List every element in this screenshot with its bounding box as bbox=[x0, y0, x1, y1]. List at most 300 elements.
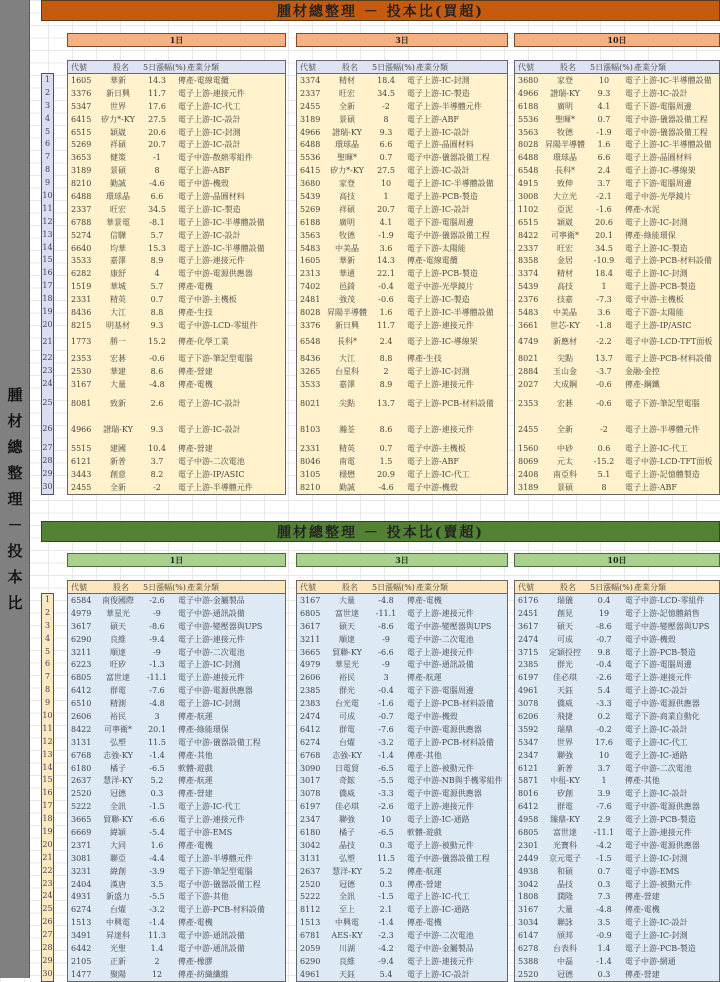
table-row[interactable] bbox=[297, 87, 507, 100]
row-number: 4 bbox=[44, 113, 51, 123]
table-row[interactable] bbox=[297, 942, 507, 955]
table-row[interactable] bbox=[297, 736, 507, 749]
table-row[interactable] bbox=[515, 787, 719, 800]
table-row[interactable] bbox=[68, 242, 285, 255]
table-row[interactable] bbox=[68, 216, 285, 229]
table-row[interactable] bbox=[68, 468, 285, 481]
column-header-code: 代號 bbox=[300, 582, 316, 592]
table-row[interactable] bbox=[515, 177, 719, 190]
industry: 傳產-航運 bbox=[407, 673, 442, 683]
table-row[interactable] bbox=[68, 100, 285, 113]
table-row[interactable] bbox=[68, 671, 285, 684]
table-row[interactable] bbox=[297, 916, 507, 929]
table-row[interactable] bbox=[297, 710, 507, 723]
table-row[interactable] bbox=[68, 903, 285, 916]
table-row[interactable] bbox=[515, 455, 719, 468]
table-row[interactable] bbox=[515, 293, 719, 306]
five-day-change: 9.3 bbox=[597, 88, 611, 98]
table-row[interactable] bbox=[68, 442, 285, 455]
five-day-change: 3.7 bbox=[597, 179, 611, 189]
table-row[interactable] bbox=[297, 190, 507, 203]
table-row[interactable] bbox=[515, 800, 719, 813]
five-day-change: -0.9 bbox=[596, 931, 612, 941]
table-row[interactable] bbox=[297, 319, 507, 332]
table-row[interactable] bbox=[515, 929, 719, 942]
stock-code: 6197 bbox=[518, 673, 539, 683]
stock-name: 全訊 bbox=[110, 802, 126, 812]
table-row[interactable] bbox=[297, 390, 507, 416]
stock-code: 6510 bbox=[71, 699, 92, 709]
industry: 電子上游-IC-半導體設備 bbox=[178, 243, 265, 253]
table-row[interactable] bbox=[515, 890, 719, 903]
sell-period-header-10日: 10日 bbox=[514, 553, 720, 567]
table-row[interactable] bbox=[297, 955, 507, 968]
table-row[interactable] bbox=[68, 968, 285, 981]
table-row[interactable] bbox=[297, 203, 507, 216]
five-day-change: -9.4 bbox=[149, 634, 165, 644]
table-row[interactable] bbox=[68, 293, 285, 306]
table-row[interactable] bbox=[68, 138, 285, 151]
table-row[interactable] bbox=[68, 697, 285, 710]
five-day-change: 3.9 bbox=[597, 789, 611, 799]
table-row[interactable] bbox=[297, 749, 507, 762]
stock-code: 6121 bbox=[518, 763, 539, 773]
table-row[interactable] bbox=[68, 151, 285, 164]
table-row[interactable] bbox=[515, 658, 719, 671]
table-row[interactable] bbox=[68, 352, 285, 365]
table-row[interactable] bbox=[515, 100, 719, 113]
table-row[interactable] bbox=[68, 280, 285, 293]
stock-name: 華新 bbox=[110, 75, 126, 85]
industry: 電子中游-主機板 bbox=[407, 444, 466, 454]
table-row[interactable] bbox=[515, 762, 719, 775]
stock-name: 新日興 bbox=[335, 320, 359, 330]
table-row[interactable] bbox=[297, 594, 507, 607]
industry: 電子上游-連接元件 bbox=[407, 956, 474, 966]
table-row[interactable] bbox=[297, 878, 507, 891]
five-day-change: -1.8 bbox=[596, 320, 612, 330]
five-day-change: 0.7 bbox=[379, 444, 393, 454]
industry: 電子上游-IC-製造 bbox=[625, 243, 688, 253]
industry: 電子中游-通訊設備 bbox=[178, 943, 245, 953]
stock-code: 6548 bbox=[518, 166, 539, 176]
table-row[interactable] bbox=[68, 267, 285, 280]
table-row[interactable] bbox=[297, 890, 507, 903]
stock-code: 1513 bbox=[300, 918, 321, 928]
table-row[interactable] bbox=[515, 151, 719, 164]
table-row[interactable] bbox=[68, 800, 285, 813]
table-row[interactable] bbox=[515, 968, 719, 981]
table-row[interactable] bbox=[515, 916, 719, 929]
table-row[interactable] bbox=[515, 955, 719, 968]
table-row[interactable] bbox=[297, 378, 507, 391]
stock-code: 5269 bbox=[300, 204, 321, 214]
five-day-change: 8 bbox=[154, 166, 160, 176]
table-row[interactable] bbox=[297, 306, 507, 319]
table-row[interactable] bbox=[68, 126, 285, 139]
five-day-change: 12 bbox=[151, 969, 163, 979]
stock-name: 世芯-KY bbox=[550, 320, 580, 330]
table-row[interactable] bbox=[297, 352, 507, 365]
table-row[interactable] bbox=[297, 293, 507, 306]
table-row[interactable] bbox=[297, 787, 507, 800]
five-day-change: -2.6 bbox=[596, 673, 612, 683]
table-row[interactable] bbox=[515, 306, 719, 319]
table-row[interactable] bbox=[68, 684, 285, 697]
table-row[interactable] bbox=[297, 800, 507, 813]
table-row[interactable] bbox=[297, 455, 507, 468]
industry: 電子中游-變壓器與UPS bbox=[625, 621, 710, 631]
table-row[interactable] bbox=[297, 216, 507, 229]
stock-code: 8028 bbox=[300, 307, 321, 317]
five-day-change: 20.7 bbox=[148, 140, 166, 150]
table-row[interactable] bbox=[68, 865, 285, 878]
five-day-change: 13.7 bbox=[595, 353, 613, 363]
table-row[interactable] bbox=[68, 113, 285, 126]
table-row[interactable] bbox=[515, 942, 719, 955]
table-row[interactable] bbox=[515, 319, 719, 332]
stock-code: 2455 bbox=[71, 482, 92, 492]
table-row[interactable] bbox=[68, 929, 285, 942]
table-row[interactable] bbox=[68, 955, 285, 968]
stock-name: 群電 bbox=[110, 686, 126, 696]
table-row[interactable] bbox=[68, 378, 285, 391]
table-row[interactable] bbox=[515, 813, 719, 826]
table-row[interactable] bbox=[515, 607, 719, 620]
stock-name: 祥碩 bbox=[110, 140, 126, 150]
table-row[interactable] bbox=[515, 468, 719, 481]
five-day-change: -1.4 bbox=[149, 918, 165, 928]
table-row[interactable] bbox=[515, 646, 719, 659]
table-row[interactable] bbox=[297, 723, 507, 736]
column-header-industry: 產業分類 bbox=[416, 62, 448, 72]
stock-name: 大立光 bbox=[553, 191, 577, 201]
five-day-change: 10 bbox=[598, 750, 610, 760]
table-row[interactable] bbox=[297, 365, 507, 378]
table-row[interactable] bbox=[297, 267, 507, 280]
industry: 電子上游-記憶體銷售 bbox=[625, 608, 700, 618]
table-row[interactable] bbox=[297, 903, 507, 916]
table-row[interactable] bbox=[68, 787, 285, 800]
table-row[interactable] bbox=[68, 594, 285, 607]
stock-code: 6768 bbox=[71, 750, 92, 760]
table-row[interactable] bbox=[515, 390, 719, 416]
table-row[interactable] bbox=[297, 254, 507, 267]
table-row[interactable] bbox=[68, 332, 285, 352]
table-row[interactable] bbox=[68, 74, 285, 87]
stock-name: 新應材 bbox=[553, 337, 577, 347]
stock-code: 3167 bbox=[518, 905, 539, 915]
row-number: 20 bbox=[42, 839, 53, 849]
table-row[interactable] bbox=[297, 442, 507, 455]
table-row[interactable] bbox=[68, 620, 285, 633]
stock-name: 矽力*-KY bbox=[330, 166, 364, 176]
stock-code: 2337 bbox=[300, 88, 321, 98]
table-row[interactable] bbox=[515, 442, 719, 455]
stock-name: 譜瑞-KY bbox=[550, 88, 580, 98]
table-row[interactable] bbox=[297, 658, 507, 671]
table-row[interactable] bbox=[515, 671, 719, 684]
table-row[interactable] bbox=[68, 916, 285, 929]
industry: 電子下游-商業自動化 bbox=[625, 711, 700, 721]
table-row[interactable] bbox=[515, 190, 719, 203]
stock-name: 華景電 bbox=[106, 217, 130, 227]
five-day-change: -3.9 bbox=[149, 866, 165, 876]
industry: 電子上游-ABF bbox=[625, 482, 677, 492]
table-row[interactable] bbox=[297, 481, 507, 494]
table-row[interactable] bbox=[515, 826, 719, 839]
industry: 電子下游-電腦周邊 bbox=[625, 101, 692, 111]
table-row[interactable] bbox=[68, 723, 285, 736]
five-day-change: 14.3 bbox=[148, 75, 166, 85]
stock-code: 2474 bbox=[518, 634, 539, 644]
table-row[interactable] bbox=[68, 481, 285, 494]
table-row[interactable] bbox=[68, 203, 285, 216]
five-day-change: 8.2 bbox=[150, 469, 164, 479]
table-row[interactable] bbox=[297, 280, 507, 293]
stock-name: 譜瑞-KY bbox=[103, 424, 133, 434]
table-row[interactable] bbox=[515, 74, 719, 87]
table-row[interactable] bbox=[297, 74, 507, 87]
five-day-change: 3.7 bbox=[150, 456, 164, 466]
table-row[interactable] bbox=[515, 378, 719, 391]
stock-code: 2331 bbox=[71, 295, 92, 305]
table-row[interactable] bbox=[68, 607, 285, 620]
row-number: 6 bbox=[44, 139, 51, 149]
table-row[interactable] bbox=[515, 865, 719, 878]
table-row[interactable] bbox=[515, 481, 719, 494]
table-row[interactable] bbox=[68, 177, 285, 190]
table-row[interactable] bbox=[68, 455, 285, 468]
table-row[interactable] bbox=[68, 87, 285, 100]
table-row[interactable] bbox=[297, 332, 507, 352]
table-row[interactable] bbox=[297, 633, 507, 646]
table-row[interactable] bbox=[297, 113, 507, 126]
table-row[interactable] bbox=[297, 416, 507, 442]
table-row[interactable] bbox=[68, 190, 285, 203]
table-row[interactable] bbox=[515, 594, 719, 607]
table-row[interactable] bbox=[297, 177, 507, 190]
industry: 電子中游-金屬製品 bbox=[178, 595, 245, 605]
stock-code: 6274 bbox=[300, 737, 321, 747]
industry: 電子上游-連接元件 bbox=[178, 673, 245, 683]
table-row[interactable] bbox=[515, 878, 719, 891]
table-row[interactable] bbox=[515, 164, 719, 177]
table-row[interactable] bbox=[297, 774, 507, 787]
side-title-char: 腫 bbox=[7, 386, 23, 404]
industry: 電子上游-連接元件 bbox=[178, 88, 245, 98]
row-number: 19 bbox=[42, 827, 53, 837]
table-row[interactable] bbox=[68, 762, 285, 775]
table-row[interactable] bbox=[515, 774, 719, 787]
table-row[interactable] bbox=[297, 929, 507, 942]
industry: 電子中游-通訊設備 bbox=[407, 660, 474, 670]
industry: 電子上游-連接元件 bbox=[178, 634, 245, 644]
stock-name: 定穎投控 bbox=[549, 647, 581, 657]
table-row[interactable] bbox=[68, 658, 285, 671]
stock-code: 4938 bbox=[518, 866, 539, 876]
stock-code: 6147 bbox=[518, 931, 539, 941]
stock-name: 京元電子 bbox=[549, 853, 581, 863]
stock-name: 景碩 bbox=[339, 114, 355, 124]
table-row[interactable] bbox=[68, 878, 285, 891]
industry: 電子上游-ABF bbox=[407, 114, 459, 124]
stock-name: 中興電 bbox=[335, 918, 359, 928]
table-row[interactable] bbox=[515, 352, 719, 365]
row-number: 24 bbox=[42, 891, 53, 901]
table-row[interactable] bbox=[68, 254, 285, 267]
stock-name: 僑威 bbox=[557, 699, 573, 709]
table-row[interactable] bbox=[515, 332, 719, 352]
table-row[interactable] bbox=[297, 242, 507, 255]
five-day-change: 27.5 bbox=[377, 166, 395, 176]
table-row[interactable] bbox=[515, 254, 719, 267]
row-number: 14 bbox=[42, 242, 53, 252]
side-title-char: 比 bbox=[7, 594, 23, 612]
table-row[interactable] bbox=[515, 903, 719, 916]
table-row[interactable] bbox=[515, 229, 719, 242]
table-row[interactable] bbox=[297, 607, 507, 620]
table-row[interactable] bbox=[68, 774, 285, 787]
table-row[interactable] bbox=[515, 710, 719, 723]
table-row[interactable] bbox=[68, 826, 285, 839]
industry: 電子上游-IC-代工 bbox=[178, 101, 241, 111]
table-row[interactable] bbox=[515, 242, 719, 255]
table-row[interactable] bbox=[68, 736, 285, 749]
stock-name: 聖暉* bbox=[337, 153, 357, 163]
table-row[interactable] bbox=[515, 736, 719, 749]
column-header-pct: 5日漲幅(%) bbox=[143, 62, 186, 72]
stock-code: 6188 bbox=[518, 101, 539, 111]
stock-name: 中砂 bbox=[557, 444, 573, 454]
industry: 傳產-營建 bbox=[178, 444, 213, 454]
table-row[interactable] bbox=[68, 710, 285, 723]
table-row[interactable] bbox=[297, 684, 507, 697]
table-row[interactable] bbox=[515, 113, 719, 126]
stock-code: 2353 bbox=[518, 398, 539, 408]
industry: 傳產-其他 bbox=[625, 776, 660, 786]
stock-code: 2449 bbox=[518, 853, 539, 863]
table-row[interactable] bbox=[297, 620, 507, 633]
table-row[interactable] bbox=[297, 100, 507, 113]
stock-name: 大量 bbox=[110, 379, 126, 389]
table-row[interactable] bbox=[515, 633, 719, 646]
table-row[interactable] bbox=[515, 126, 719, 139]
table-row[interactable] bbox=[68, 319, 285, 332]
table-row[interactable] bbox=[297, 813, 507, 826]
column-header-pct: 5日漲幅(%) bbox=[590, 62, 633, 72]
table-row[interactable] bbox=[68, 365, 285, 378]
table-row[interactable] bbox=[297, 138, 507, 151]
table-row[interactable] bbox=[515, 723, 719, 736]
table-row[interactable] bbox=[68, 852, 285, 865]
stock-name: 牧德 bbox=[557, 127, 573, 137]
table-row[interactable] bbox=[68, 416, 285, 442]
stock-code: 6515 bbox=[518, 217, 539, 227]
stock-name: 信驊 bbox=[110, 230, 126, 240]
five-day-change: 20.6 bbox=[595, 217, 613, 227]
table-row[interactable] bbox=[68, 633, 285, 646]
stock-code: 8436 bbox=[300, 353, 321, 363]
table-row[interactable] bbox=[515, 749, 719, 762]
table-row[interactable] bbox=[297, 762, 507, 775]
table-row[interactable] bbox=[515, 280, 719, 293]
table-row[interactable] bbox=[297, 852, 507, 865]
table-row[interactable] bbox=[515, 87, 719, 100]
table-row[interactable] bbox=[515, 416, 719, 442]
table-row[interactable] bbox=[68, 164, 285, 177]
industry: 電子上游-PCB-製造 bbox=[625, 943, 696, 953]
table-row[interactable] bbox=[297, 826, 507, 839]
stock-name: 長科* bbox=[555, 166, 575, 176]
table-row[interactable] bbox=[515, 839, 719, 852]
table-row[interactable] bbox=[515, 684, 719, 697]
table-row[interactable] bbox=[297, 646, 507, 659]
five-day-change: 17.6 bbox=[148, 101, 166, 111]
table-row[interactable] bbox=[68, 942, 285, 955]
table-row[interactable] bbox=[515, 697, 719, 710]
table-row[interactable] bbox=[515, 620, 719, 633]
industry: 電子中游-儀器設備工程 bbox=[407, 153, 490, 163]
industry: 電子上游-半導體元件 bbox=[625, 424, 700, 434]
table-row[interactable] bbox=[68, 646, 285, 659]
table-row[interactable] bbox=[515, 138, 719, 151]
table-row[interactable] bbox=[68, 390, 285, 416]
table-row[interactable] bbox=[297, 697, 507, 710]
table-row[interactable] bbox=[297, 865, 507, 878]
table-row[interactable] bbox=[68, 839, 285, 852]
table-row[interactable] bbox=[297, 671, 507, 684]
five-day-change: -4.4 bbox=[149, 853, 165, 863]
stock-name: 嘉澤 bbox=[110, 256, 126, 266]
table-row[interactable] bbox=[297, 151, 507, 164]
stock-name: 新普 bbox=[110, 456, 126, 466]
side-title-char: 本 bbox=[7, 568, 23, 586]
stock-name: 創意 bbox=[110, 469, 126, 479]
table-row[interactable] bbox=[297, 968, 507, 981]
industry: 電子上游-IC-設計 bbox=[407, 166, 470, 176]
stock-code: 3231 bbox=[71, 866, 92, 876]
buy-section-banner: 腫材總整理 － 投本比(買超) bbox=[41, 0, 720, 21]
table-row[interactable] bbox=[68, 306, 285, 319]
row-number: 19 bbox=[42, 307, 53, 317]
table-row[interactable] bbox=[68, 813, 285, 826]
table-row[interactable] bbox=[515, 852, 719, 865]
stock-name: 富世達 bbox=[106, 673, 130, 683]
table-row[interactable] bbox=[515, 216, 719, 229]
table-row[interactable] bbox=[68, 890, 285, 903]
stock-name: 裕民 bbox=[110, 711, 126, 721]
table-row[interactable] bbox=[297, 229, 507, 242]
table-row[interactable] bbox=[297, 164, 507, 177]
stock-code: 3617 bbox=[71, 621, 92, 631]
stock-code: 2059 bbox=[300, 943, 321, 953]
table-row[interactable] bbox=[515, 267, 719, 280]
stock-code: 6180 bbox=[300, 827, 321, 837]
table-row[interactable] bbox=[515, 203, 719, 216]
table-row[interactable] bbox=[68, 229, 285, 242]
table-row[interactable] bbox=[515, 365, 719, 378]
industry: 電子中游-主機板 bbox=[625, 295, 684, 305]
industry: 電子上游-連接元件 bbox=[625, 673, 692, 683]
table-row[interactable] bbox=[297, 468, 507, 481]
table-row[interactable] bbox=[297, 126, 507, 139]
sell-table-1日 bbox=[67, 580, 286, 982]
stock-name: 精材 bbox=[557, 269, 573, 279]
table-row[interactable] bbox=[297, 839, 507, 852]
table-row[interactable] bbox=[68, 749, 285, 762]
stock-code: 5388 bbox=[518, 956, 539, 966]
